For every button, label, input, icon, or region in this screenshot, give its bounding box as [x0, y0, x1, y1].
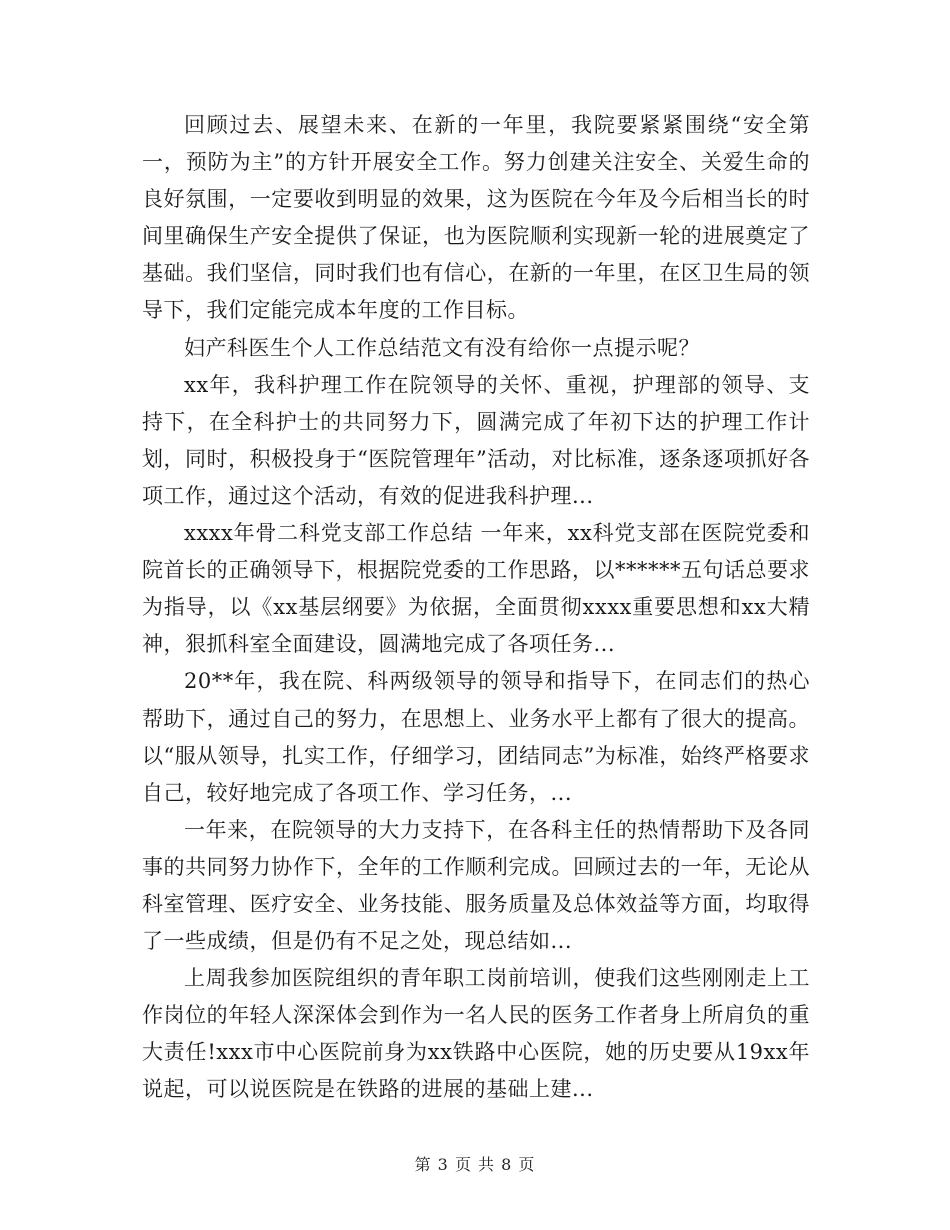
paragraph-review-outlook: 回顾过去、展望未来、在新的一年里，我院要紧紧围绕“安全第一，预防为主”的方针开展安全工作。努力创建关注安全、关爱生命的良好氛围，一定要收到明显的效果，这为医院在今年及今后相当长的时间里确保生产安全提供了保证，也为医院顺利实现新一轮的进展奠定了基础。我们坚信，同时我们也有信心，在新的一年里，在区卫生局的领导下，我们定能完成本年度的工作目标。 — [142, 113, 810, 323]
paragraph-nursing-summary: xx年，我科护理工作在院领导的关怀、重视，护理部的领导、支持下，在全科护士的共同努力下，圆满完成了年初下达的护理工作计划，同时，积极投身于“医院管理年”活动，对比标准，逐条逐项抓好各项工作，通过这个活动，有效的促进我科护理... — [142, 372, 810, 508]
paragraph-year-review: 一年来，在院领导的大力支持下，在各科主任的热情帮助下及各同事的共同努力协作下，全年的工作顺利完成。回顾过去的一年，无论从科室管理、医疗安全、业务技能、服务质量及总体效益等方面，均取得了一些成绩，但是仍有不足之处，现总结如... — [142, 817, 810, 954]
paragraph-hint-question: 妇产科医生个人工作总结范文有没有给你一点提示呢？ — [184, 335, 700, 360]
page-number-label: 第 3 页 共 8 页 — [414, 1155, 536, 1174]
paragraph-personal-progress: 20**年，我在院、科两级领导的领导和指导下，在同志们的热心帮助下，通过自己的努力，在思想上、业务水平上都有了很大的提高。以“服从领导，扎实工作，仔细学习，团结同志”为标准，始终严格要求自己，较好地完成了各项工作、学习任务，... — [142, 669, 810, 805]
document-body — [142, 107, 810, 1109]
page-footer — [0, 1152, 950, 1175]
paragraph-party-branch-summary: xxxx年骨二科党支部工作总结 一年来，xx科党支部在医院党委和院首长的正确领导下，根据院党委的工作思路，以******五句话总要求为指导，以《xx基层纲要》为依据，全面贯彻xxxx重要思想和xx大精神，狠抓科室全面建设，圆满地完成了各项任务... — [142, 521, 810, 657]
paragraph-training-reflection: 上周我参加医院组织的青年职工岗前培训，使我们这些刚刚走上工作岗位的年轻人深深体会到作为一名人民的医务工作者身上所肩负的重大责任!xxx市中心医院前身为xx铁路中心医院，她的历史要从19xx年说起，可以说医院是在铁路的进展的基础上建... — [142, 966, 810, 1102]
